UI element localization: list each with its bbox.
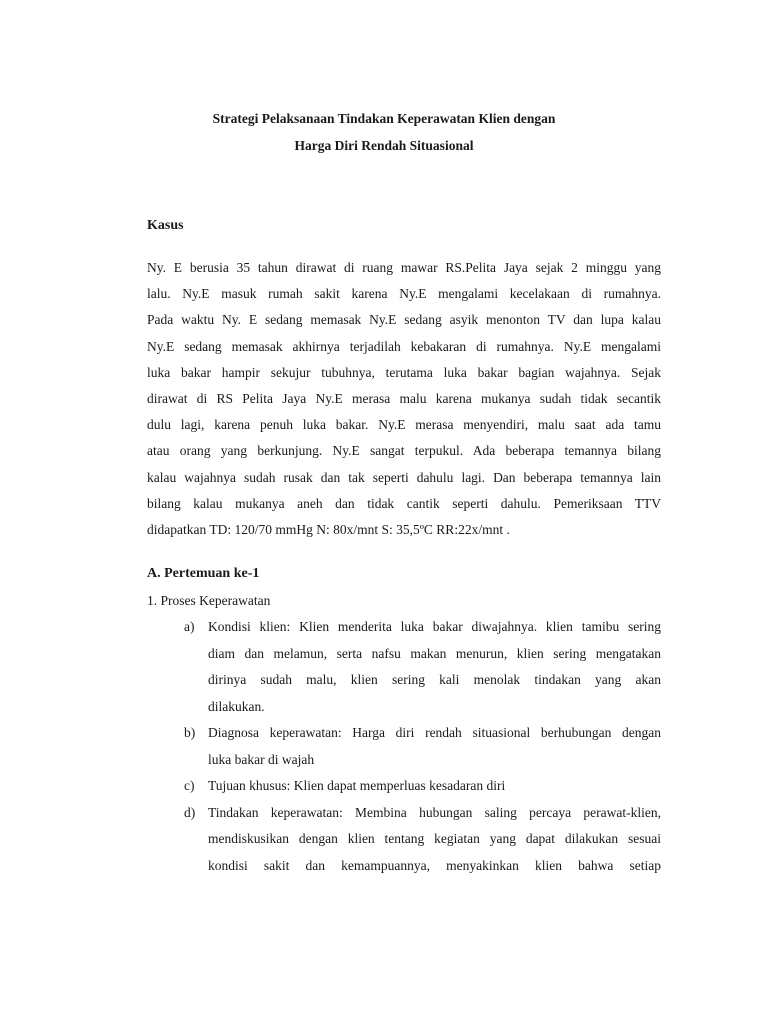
list-item-line: dilakukan. (208, 698, 265, 714)
list-item-line: Tindakan keperawatan: Membina hubungan saling percaya perawat-klien, (208, 804, 661, 820)
paragraph-line: bilang kalau mukanya aneh dan tidak cantik seperti dahulu. Pemeriksaan TTV (147, 495, 661, 511)
paragraph-line: Ny. E berusia 35 tahun dirawat di ruang mawar RS.Pelita Jaya sejak 2 minggu yang (147, 260, 661, 275)
paragraph-line: didapatkan TD: 120/70 mmHg N: 80x/mnt S: 35,5ºC RR:22x/mnt . (147, 521, 510, 537)
numbered-item-proses: 1. Proses Keperawatan (147, 593, 271, 608)
list-item-line: diam dan melamun, serta nafsu makan menurun, klien sering mengatakan (208, 645, 661, 661)
document-title-line-1: Strategi Pelaksanaan Tindakan Keperawatan Klien dengan (212, 111, 556, 126)
list-marker: d) (184, 804, 196, 820)
paragraph-line: dirawat di RS Pelita Jaya Ny.E merasa malu karena mukanya sudah tidak secantik (147, 390, 661, 406)
list-item-line: mendiskusikan dengan klien tentang kegiatan yang dapat dilakukan sesuai (208, 831, 661, 846)
paragraph-line: kalau wajahnya sudah rusak dan tak seperti dahulu lagi. Dan beberapa temannya lain (147, 469, 661, 485)
kasus-paragraph (147, 255, 661, 543)
list-marker: b) (184, 725, 196, 740)
list-item (184, 720, 661, 773)
paragraph-line: lalu. Ny.E masuk rumah sakit karena Ny.E mengalami kecelakaan di rumahnya. (147, 286, 661, 302)
list-item-line: dirinya sudah malu, klien sering kali menolak tindakan yang akan (208, 672, 661, 687)
list-item (184, 614, 661, 720)
paragraph-line: atau orang yang berkunjung. Ny.E sangat terpukul. Ada beberapa temannya bilang (147, 443, 661, 459)
list-item (184, 800, 661, 880)
list-item-line: luka bakar di wajah (208, 751, 315, 767)
list-item (184, 773, 661, 800)
list-marker: c) (184, 778, 195, 793)
lettered-list (184, 614, 661, 879)
list-item-line: Kondisi klien: Klien menderita luka bakar diwajahnya. klien tamibu sering (208, 619, 661, 634)
paragraph-line: dulu lagi, karena penuh luka bakar. Ny.E merasa menyendiri, malu saat ada tamu (147, 417, 661, 433)
paragraph-line: luka bakar hampir sekujur tubuhnya, terutama luka bakar bagian wajahnya. Sejak (147, 364, 661, 380)
list-item-line: Tujuan khusus: Klien dapat memperluas kesadaran diri (208, 778, 506, 793)
list-item-line: Diagnosa keperawatan: Harga diri rendah situasional berhubungan dengan (208, 725, 661, 740)
list-item-line: kondisi sakit dan kemampuannya, menyakinkan klien bahwa setiap (208, 857, 661, 873)
paragraph-line: Pada waktu Ny. E sedang memasak Ny.E sedang asyik menonton TV dan lupa kalau (147, 312, 661, 328)
section-heading-pertemuan: A. Pertemuan ke-1 (147, 566, 260, 581)
list-marker: a) (184, 619, 195, 634)
section-heading-kasus: Kasus (147, 218, 184, 233)
paragraph-line: Ny.E sedang memasak akhirnya terjadilah kebakaran di rumahnya. Ny.E mengalami (147, 338, 661, 354)
document-title-line-2: Harga Diri Rendah Situasional (294, 138, 474, 153)
